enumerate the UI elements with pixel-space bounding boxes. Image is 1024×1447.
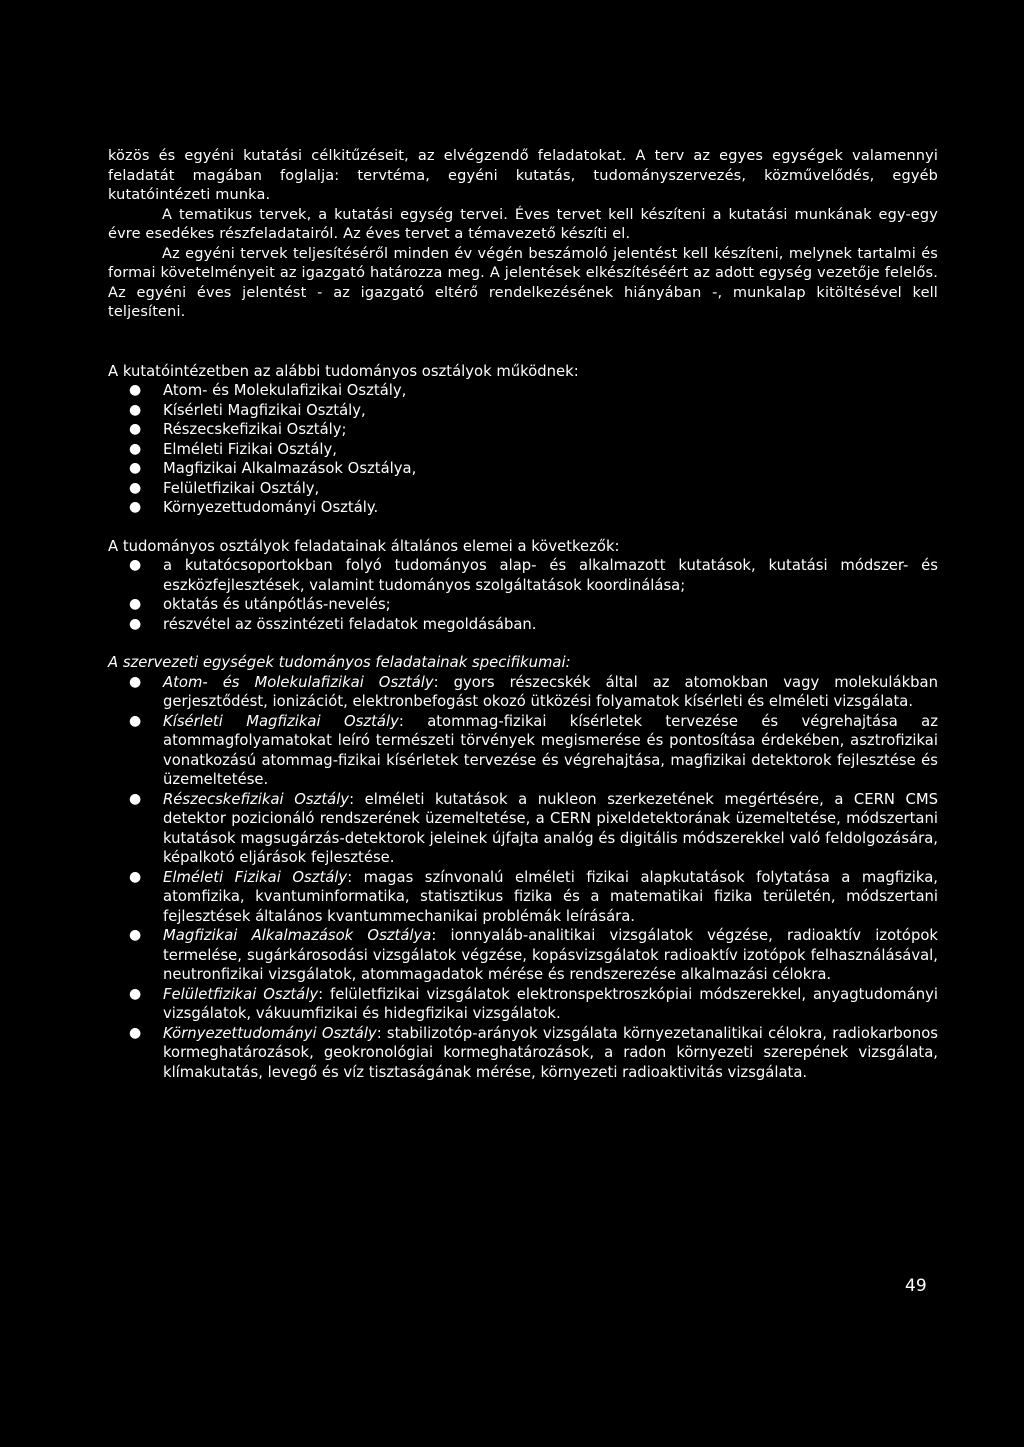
department-tasks: : felületfizikai vizsgálatok elektronspektroszkópiai módszerekkel, anyagtudományi vizsgálatok, vákuumfizikai és hidegfizikai vizsgálatok. [163,985,938,1022]
list-item [108,712,938,790]
general-tasks-lead: A tudományos osztályok feladatainak általános elemei a következők: [108,537,620,555]
list-item [108,1024,938,1083]
bullet-icon: ● [129,673,142,690]
bullet-icon: ● [129,985,142,1002]
bullet-icon: ● [129,557,142,573]
departments-lead: A kutatóintézetben az alábbi tudományos osztályok működnek: [108,362,579,380]
department-name: Atom- és Molekulafizikai Osztály [163,673,434,691]
bullet-icon: ● [129,421,142,437]
department-name: Felületfizikai Osztály [163,985,319,1003]
bullet-icon: ● [129,868,142,885]
page-number: 49 [905,1276,927,1296]
list-item: ● Atom- és Molekulafizikai Osztály, [129,382,407,399]
bullet-icon: ● [129,712,142,729]
list-item [108,790,938,868]
bullet-icon: ● [129,927,142,943]
bullet-icon: ● [129,382,142,398]
bullet-icon: ● [129,596,142,612]
specific-tasks-list [108,673,938,1083]
list-item: ● Elméleti Fizikai Osztály, [129,440,337,458]
list-item [108,673,938,712]
department-tasks: : magas színvonalú elméleti fizikai alapkutatások folytatása a magfizika, atomfizika, kvantuminformatika, statisztikus fizika és a matematikai fizika területén, módszertani fejlesztések általános kvantummechanikai problémák leírására. [163,868,938,925]
intro-paragraph-3: Az egyéni tervek teljesítéséről minden év végén beszámoló jelentést kell készíteni, melynek tartalmi és formai követelményeit az igazgató határozza meg. A jelentések elkészítéséért az adott egység vezetője felelős. Az egyéni éves jelentést - az igazgató eltérő rendelkezésének hiányában -, munkalap kitöltésével kell teljesíteni. [108,245,938,320]
bullet-icon: ● [129,615,142,632]
bullet-icon: ● [129,790,142,807]
list-item: ● Kísérleti Magfizikai Osztály, [129,401,366,419]
list-item: ● a kutatócsoportokban folyó tudományos alap- és alkalmazott kutatások, kutatási módszer- és eszközfejlesztések, valamint tudományos szolgáltatások koordinálása; [129,557,938,594]
list-item: ● Magfizikai Alkalmazások Osztálya, [129,460,417,477]
list-item: ● részvétel az összintézeti feladatok megoldásában. [129,615,537,633]
department-name: Részecskefizikai Osztály [163,790,350,808]
department-name: Elméleti Fizikai Osztály [163,868,348,886]
general-tasks-list [108,556,938,634]
department-tasks: : gyors részecskék által az atomokban vagy molekulákban gerjesztődést, ionizációt, elektronbefogást okozó ütközési folyamatok kísérleti és elméleti vizsgálata. [163,673,938,710]
list-item: ● oktatás és utánpótlás-nevelés; [129,596,391,613]
bullet-icon: ● [129,440,142,457]
intro-paragraph-1: közös és egyéni kutatási célkitűzéseit, az elvégzendő feladatokat. A terv az egyes egységek valamennyi feladatát magában foglalja: tervtéma, egyéni kutatás, tudományszervezés, közművelődés, egyéb kutatóintézeti munka. [108,148,938,203]
bullet-icon: ● [129,401,142,418]
departments-list [108,381,938,518]
department-name: Magfizikai Alkalmazások Osztálya [163,927,432,944]
department-name: Kísérleti Magfizikai Osztály [163,712,399,730]
intro-paragraph-2: A tematikus tervek, a kutatási egység tervei. Éves tervet kell készíteni a kutatási munkának egy-egy évre esedékes részfeladatairól. Az éves tervet a témavezető készíti el. [108,206,938,242]
list-item [108,868,938,927]
list-item: ● Felületfizikai Osztály, [129,479,320,497]
specific-tasks-lead: A szervezeti egységek tudományos feladatainak specifikumai: [108,654,571,671]
department-tasks: : elméleti kutatások a nukleon szerkezetének megértésére, a CERN CMS detektor pozicionáló rendszerének üzemeltetése, a CERN pixeldetektorának üzemeltetése, módszertani kutatások magsugárzás-detektorok jeleinek újfajta analóg és digitális módszerekkel való feldolgozására, képalkotó eljárások fejlesztése. [163,790,938,866]
department-tasks: : stabilizotóp-arányok vizsgálata környezetanalitikai célokra, radiokarbonos kormeghatározások, geokronológiai kormeghatározások, a radon környezeti szerepének vizsgálata, klímakutatás, levegő és víz tisztaságának mérése, környezeti radioaktivitás vizsgálata. [163,1024,938,1081]
department-name: Környezettudományi Osztály [163,1024,377,1042]
department-tasks: : ionnyaláb-analitikai vizsgálatok végzése, radioaktív izotópok termelése, sugárkárosodási vizsgálatok végzése, kopásvizsgálatok radioaktív izotópok felhasználásával, neutronfizikai vizsgálatok, atommagadatok mérése és rendszerezése alkalmazási célokra. [163,927,939,983]
page-content [108,147,938,1082]
list-item [108,985,938,1024]
department-tasks: : atommag-fizikai kísérletek tervezése és végrehajtása az atommagfolyamatokat leíró természeti törvények megismerése és pontosítása érdekében, asztrofizikai vonatkozású atommag-fizikai kísérletek tervezése és végrehajtása, magfizikai detektorok fejlesztése és üzemeltetése. [163,712,939,788]
list-item [108,926,938,985]
list-item: ● Környezettudományi Osztály. [129,499,379,516]
bullet-icon: ● [129,1024,142,1041]
bullet-icon: ● [129,499,142,515]
bullet-icon: ● [129,460,142,476]
bullet-icon: ● [129,479,142,496]
list-item: ● Részecskefizikai Osztály; [129,421,347,438]
